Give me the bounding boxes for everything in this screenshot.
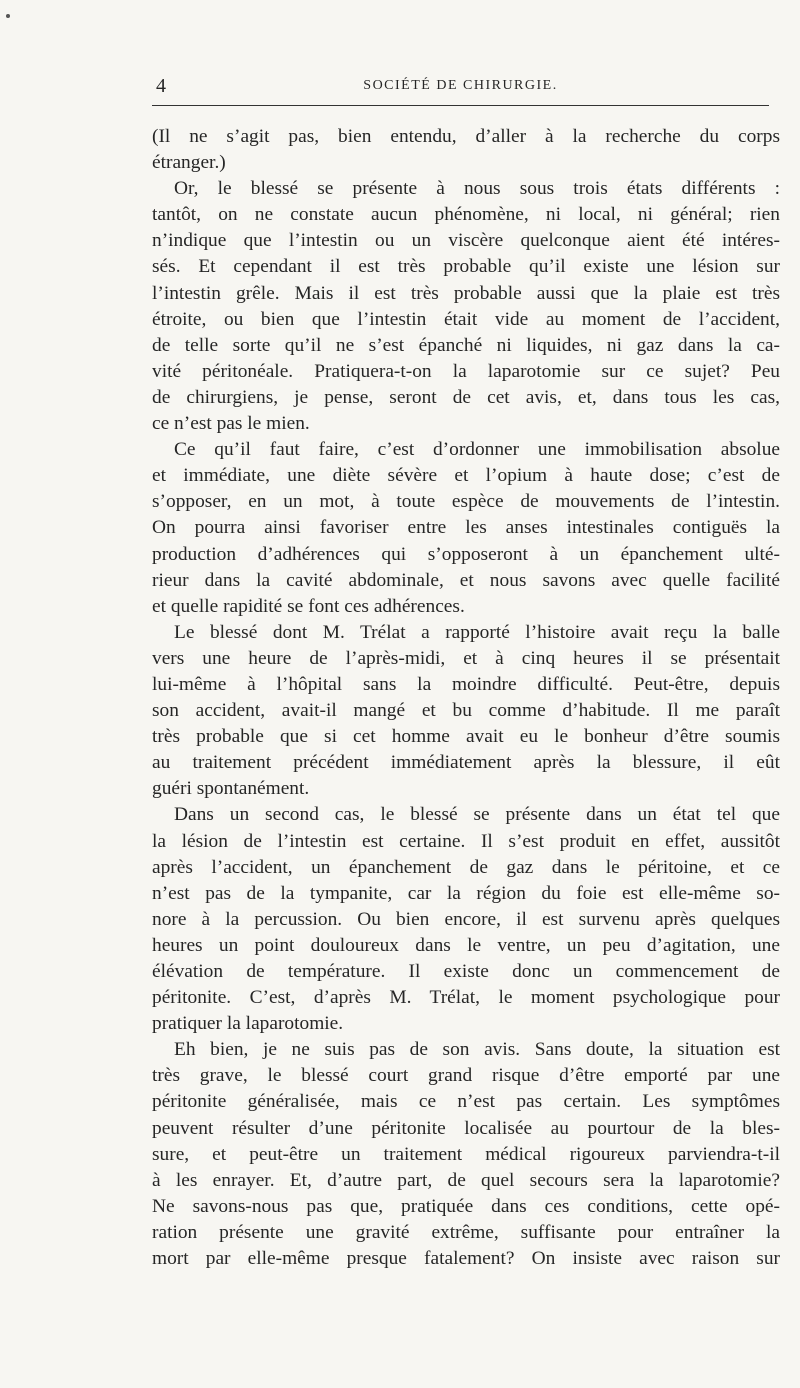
text-line: de chirurgiens, je pense, seront de cet avis, et, dans tous les cas, xyxy=(152,386,780,408)
margin-speck xyxy=(6,14,10,18)
text-line: sés. Et cependant il est très probable qu’il existe une lésion sur xyxy=(152,256,780,278)
text-line: vers une heure de l’après-midi, et à cinq heures il se présentait xyxy=(152,647,780,669)
text-line: étroite, ou bien que l’intestin était vide au moment de l’accident, xyxy=(152,308,780,330)
text-line: peuvent résulter d’une péritonite localisée au pourtour de la bles- xyxy=(152,1117,780,1139)
header-rule xyxy=(152,105,769,106)
page-number: 4 xyxy=(156,75,166,97)
text-line: après l’accident, un épanchement de gaz dans le péritoine, et ce xyxy=(152,856,780,878)
text-line: nore à la percussion. Ou bien encore, il est survenu après quelques xyxy=(152,908,780,930)
text-line: très probable que si cet homme avait eu le bonheur d’être soumis xyxy=(152,726,780,748)
text-line: de telle sorte qu’il ne s’est épanché ni liquides, ni gaz dans la ca- xyxy=(152,334,780,356)
text-line: Or, le blessé se présente à nous sous trois états différents : xyxy=(174,178,780,200)
running-head: SOCIÉTÉ DE CHIRURGIE. xyxy=(363,78,558,93)
page-header xyxy=(152,74,769,98)
text-line: et quelle rapidité se font ces adhérences. xyxy=(152,595,465,617)
text-line: (Il ne s’agit pas, bien entendu, d’aller à la recherche du corps xyxy=(152,126,780,147)
body-text xyxy=(152,124,780,1272)
text-line: production d’adhérences qui s’opposeront à un épanchement ulté- xyxy=(152,543,780,565)
text-line: pratiquer la laparotomie. xyxy=(152,1013,344,1035)
text-line: n’indique que l’intestin ou un viscère quelconque aient été intéres- xyxy=(152,230,780,252)
text-line: l’intestin grêle. Mais il est très probable aussi que la plaie est très xyxy=(152,282,780,304)
text-line: n’est pas de la tympanite, car la région du foie est elle-même so- xyxy=(152,882,780,904)
text-line: heures un point douloureux dans le ventre, un peu d’agitation, une xyxy=(152,934,780,956)
text-line: tantôt, on ne constate aucun phénomène, ni local, ni général; rien xyxy=(152,204,780,226)
text-line: guéri spontanément. xyxy=(152,778,310,800)
text-line: très grave, le blessé court grand risque d’être emporté par une xyxy=(152,1065,780,1087)
text-line: au traitement précédent immédiatement après la blessure, il eût xyxy=(152,752,780,774)
text-line: et immédiate, une diète sévère et l’opium à haute dose; c’est de xyxy=(152,465,780,487)
text-line: ce n’est pas le mien. xyxy=(152,413,310,435)
text-line: étranger.) xyxy=(152,152,226,174)
text-line: Eh bien, je ne suis pas de son avis. Sans doute, la situation est xyxy=(174,1039,780,1061)
text-line: vité péritonéale. Pratiquera-t-on la laparotomie sur ce sujet? Peu xyxy=(152,360,780,382)
text-line: péritonite. C’est, d’après M. Trélat, le moment psychologique pour xyxy=(152,987,780,1009)
text-line: Le blessé dont M. Trélat a rapporté l’histoire avait reçu la balle xyxy=(174,621,780,643)
text-line: à les enrayer. Et, d’autre part, de quel secours sera la laparotomie? xyxy=(152,1169,780,1191)
text-line: lui-même à l’hôpital sans la moindre difficulté. Peut-être, depuis xyxy=(152,673,780,695)
text-line: ration présente une gravité extrême, suffisante pour entraîner la xyxy=(152,1221,780,1243)
text-line: Dans un second cas, le blessé se présente dans un état tel que xyxy=(174,804,780,826)
text-line: sure, et peut-être un traitement médical rigoureux parviendra-t-il xyxy=(152,1143,780,1165)
text-line: rieur dans la cavité abdominale, et nous savons avec quelle facilité xyxy=(152,569,780,591)
text-line: s’opposer, en un mot, à toute espèce de mouvements de l’intestin. xyxy=(152,491,780,513)
text-line: On pourra ainsi favoriser entre les anses intestinales contiguës la xyxy=(152,517,780,539)
text-line: péritonite généralisée, mais ce n’est pas certain. Les symptômes xyxy=(152,1091,780,1113)
text-line: son accident, avait-il mangé et bu comme d’habitude. Il me paraît xyxy=(152,700,780,722)
text-line: la lésion de l’intestin est certaine. Il s’est produit en effet, aussitôt xyxy=(152,830,780,852)
text-line: mort par elle-même presque fatalement? On insiste avec raison sur xyxy=(152,1248,780,1270)
text-line: Ce qu’il faut faire, c’est d’ordonner une immobilisation absolue xyxy=(174,439,780,461)
text-line: Ne savons-nous pas que, pratiquée dans ces conditions, cette opé- xyxy=(152,1195,780,1217)
text-line: élévation de température. Il existe donc un commencement de xyxy=(152,961,780,982)
